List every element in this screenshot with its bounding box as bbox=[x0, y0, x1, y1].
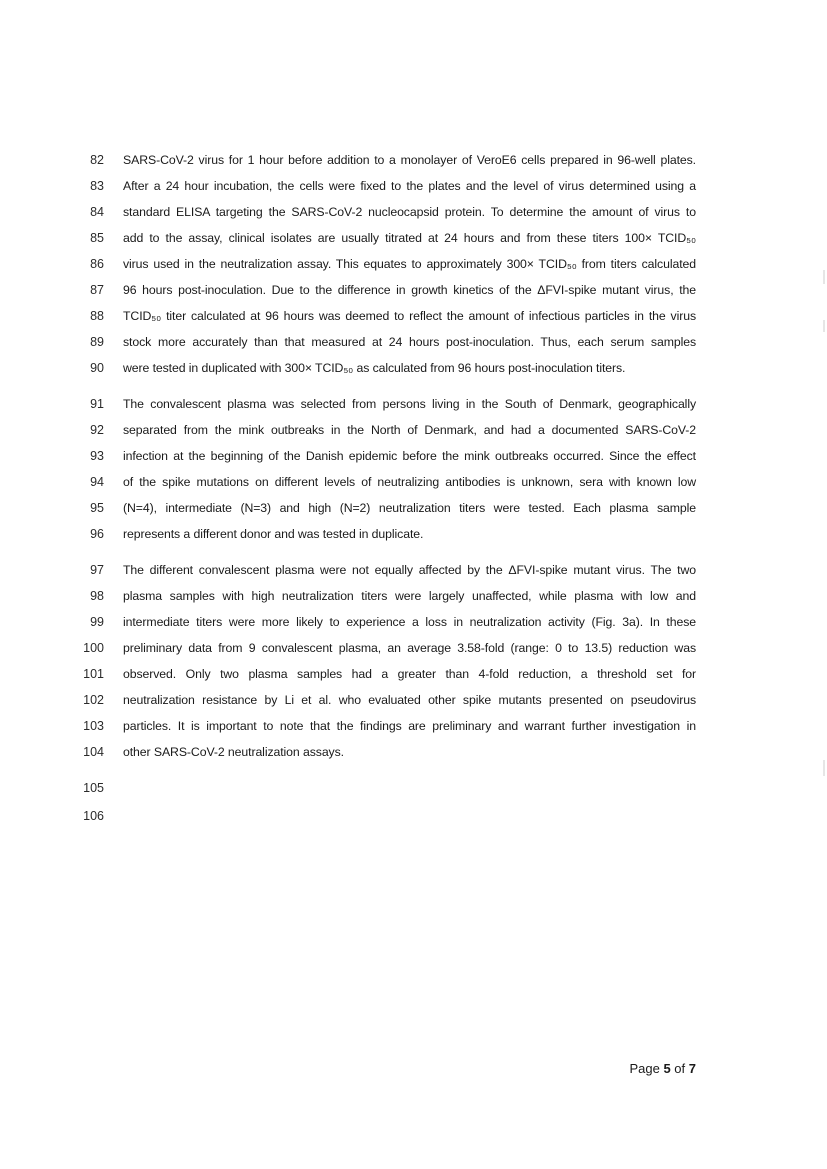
line-number: 90 bbox=[90, 361, 104, 375]
line-number: 84 bbox=[90, 205, 104, 219]
line-number: 96 bbox=[90, 527, 104, 541]
scan-edge-mark bbox=[823, 760, 825, 776]
line-text: neutralization resistance by Li et al. who evaluated other spike mutants presented on pseudovirus bbox=[123, 693, 696, 707]
manuscript-line bbox=[0, 446, 827, 466]
scan-edge-mark bbox=[823, 320, 825, 332]
manuscript-line bbox=[0, 664, 827, 684]
manuscript-line bbox=[0, 690, 827, 710]
line-number: 102 bbox=[83, 693, 104, 707]
manuscript-line bbox=[0, 472, 827, 492]
line-number: 95 bbox=[90, 501, 104, 515]
line-text: The different convalescent plasma were not equally affected by the ΔFVI-spike mutant virus. The two bbox=[123, 563, 696, 577]
manuscript-line bbox=[0, 716, 827, 736]
line-text: stock more accurately than that measured at 24 hours post-inoculation. Thus, each serum samples bbox=[123, 335, 696, 349]
manuscript-line bbox=[0, 228, 827, 248]
line-text: The convalescent plasma was selected from persons living in the South of Denmark, geographically bbox=[123, 397, 696, 411]
manuscript-line bbox=[0, 524, 827, 544]
line-number: 104 bbox=[83, 745, 104, 759]
line-number: 100 bbox=[83, 641, 104, 655]
page-footer-prefix: Page bbox=[629, 1061, 664, 1076]
line-text: of the spike mutations on different levels of neutralizing antibodies is unknown, sera with known low bbox=[123, 475, 696, 489]
line-number: 88 bbox=[90, 309, 104, 323]
manuscript-line bbox=[0, 394, 827, 414]
line-number: 94 bbox=[90, 475, 104, 489]
line-text: SARS-CoV-2 virus for 1 hour before addition to a monolayer of VeroE6 cells prepared in 96-well plates. bbox=[123, 153, 696, 167]
line-text: plasma samples with high neutralization titers were largely unaffected, while plasma with low and bbox=[123, 589, 696, 603]
manuscript-line bbox=[0, 254, 827, 274]
line-number: 91 bbox=[90, 397, 104, 411]
manuscript-line bbox=[0, 612, 827, 632]
manuscript-line bbox=[0, 202, 827, 222]
line-number: 105 bbox=[83, 781, 104, 795]
line-number: 82 bbox=[90, 153, 104, 167]
manuscript-line bbox=[0, 586, 827, 606]
manuscript-line bbox=[0, 778, 827, 798]
line-text: intermediate titers were more likely to experience a loss in neutralization activity (Fig. 3a). In these bbox=[123, 615, 696, 629]
page-total: 7 bbox=[688, 1061, 696, 1076]
line-number: 87 bbox=[90, 283, 104, 297]
line-text: separated from the mink outbreaks in the North of Denmark, and had a documented SARS-CoV-2 bbox=[123, 423, 696, 437]
line-text: virus used in the neutralization assay. This equates to approximately 300× TCID₅₀ from titers calculated bbox=[123, 257, 696, 271]
line-number: 106 bbox=[83, 809, 104, 823]
manuscript-line bbox=[0, 332, 827, 352]
line-number: 101 bbox=[83, 667, 104, 681]
page-footer-middle: of bbox=[670, 1061, 689, 1076]
line-number: 97 bbox=[90, 563, 104, 577]
line-text: infection at the beginning of the Danish epidemic before the mink outbreaks occurred. Since the effect bbox=[123, 449, 696, 463]
page-current: 5 bbox=[663, 1061, 671, 1076]
manuscript-line bbox=[0, 358, 827, 378]
manuscript-line bbox=[0, 806, 827, 826]
line-number: 85 bbox=[90, 231, 104, 245]
manuscript-line bbox=[0, 560, 827, 580]
line-number: 89 bbox=[90, 335, 104, 349]
line-number: 86 bbox=[90, 257, 104, 271]
manuscript-line bbox=[0, 420, 827, 440]
line-text: add to the assay, clinical isolates are usually titrated at 24 hours and from these titers 100× TCID₅₀ bbox=[123, 231, 696, 245]
line-text: TCID₅₀ titer calculated at 96 hours was deemed to reflect the amount of infectious particles in the virus bbox=[123, 309, 696, 323]
manuscript-line bbox=[0, 176, 827, 196]
manuscript-line bbox=[0, 150, 827, 170]
line-text: standard ELISA targeting the SARS-CoV-2 nucleocapsid protein. To determine the amount of virus to bbox=[123, 205, 696, 219]
line-text: particles. It is important to note that the findings are preliminary and warrant further investigation in bbox=[123, 719, 696, 733]
manuscript-line bbox=[0, 280, 827, 300]
line-text: After a 24 hour incubation, the cells were fixed to the plates and the level of virus determined using a bbox=[123, 179, 696, 193]
line-text: were tested in duplicated with 300× TCID₅₀ as calculated from 96 hours post-inoculation titers. bbox=[123, 361, 626, 375]
manuscript-line bbox=[0, 638, 827, 658]
line-text: preliminary data from 9 convalescent plasma, an average 3.58-fold (range: 0 to 13.5) reduction was bbox=[123, 641, 696, 655]
line-number: 83 bbox=[90, 179, 104, 193]
manuscript-line bbox=[0, 742, 827, 762]
line-number: 99 bbox=[90, 615, 104, 629]
manuscript-line bbox=[0, 306, 827, 326]
line-number: 92 bbox=[90, 423, 104, 437]
line-number: 98 bbox=[90, 589, 104, 603]
line-number: 103 bbox=[83, 719, 104, 733]
line-number: 93 bbox=[90, 449, 104, 463]
line-text: other SARS-CoV-2 neutralization assays. bbox=[123, 745, 344, 759]
line-text: observed. Only two plasma samples had a greater than 4-fold reduction, a threshold set for bbox=[123, 667, 696, 681]
line-text: 96 hours post-inoculation. Due to the difference in growth kinetics of the ΔFVI-spike mutant virus, the bbox=[123, 283, 696, 297]
scan-edge-mark bbox=[823, 270, 825, 284]
manuscript-line bbox=[0, 498, 827, 518]
line-text: (N=4), intermediate (N=3) and high (N=2) neutralization titers were tested. Each plasma sample bbox=[123, 501, 696, 515]
line-text: represents a different donor and was tested in duplicate. bbox=[123, 527, 424, 541]
page-footer bbox=[629, 1060, 696, 1078]
